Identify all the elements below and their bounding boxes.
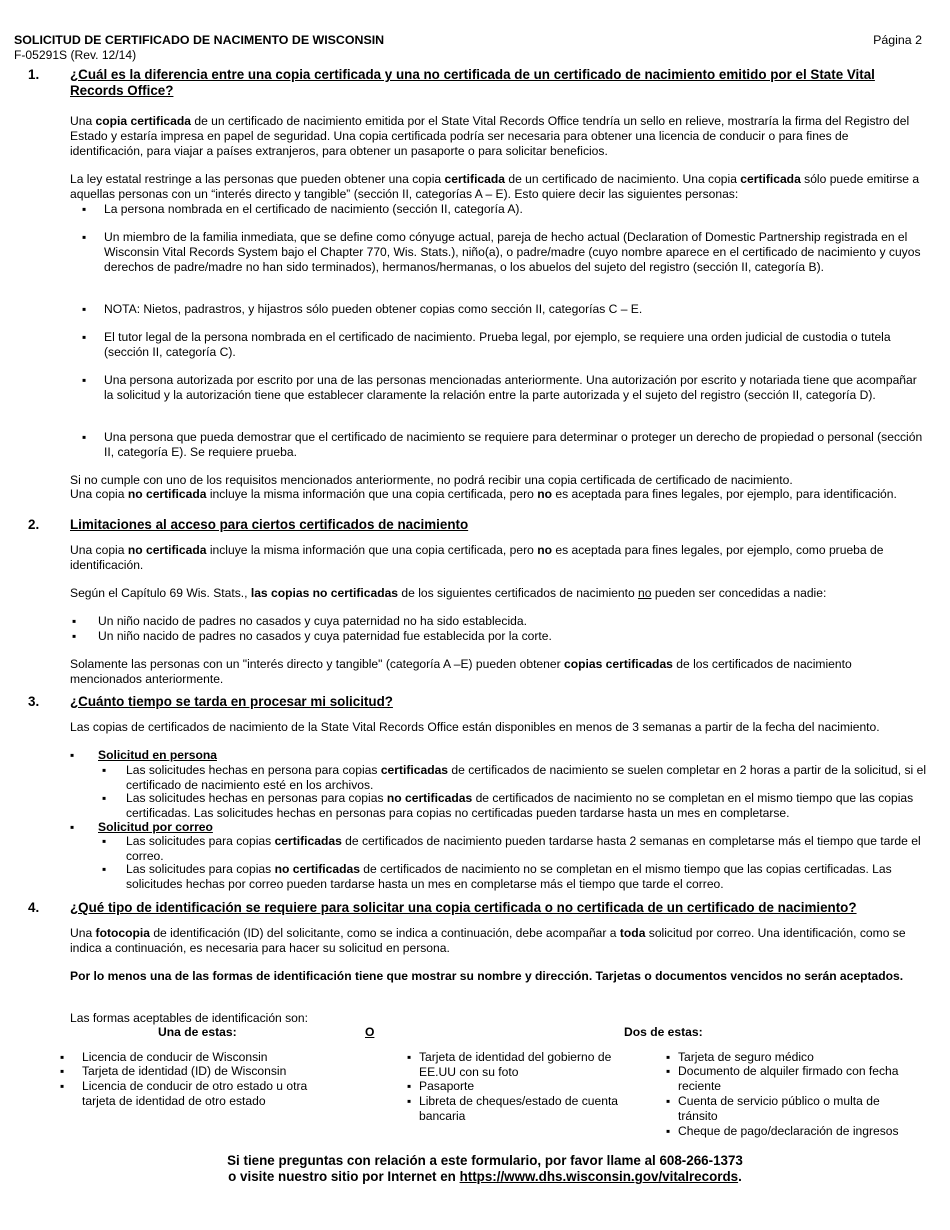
section-2-number: 2. [28,517,40,532]
list-item: ▪ Las solicitudes hechas en personas para copias no certificadas de certificados de nacimiento no se completan en el mismo tiempo que las copias certificadas. Las solicitudes hechas en personas para copias no certificadas pueden tardarse hasta un mes en completarse. [126,791,926,821]
section-1-paragraph-4: Una copia no certificada incluye la misma información que una copia certificada, pero no es aceptada para fines legales, por ejemplo, para identificación. [70,487,897,501]
list-item: ▪ Licencia de conducir de Wisconsin [82,1050,342,1065]
list-item: ▪ Una persona que pueda demostrar que el certificado de nacimiento se requiere para determinar o proteger un derecho de propiedad o personal (sección II, categoría E). Se requiere prueba. [104,430,924,460]
section-1-number: 1. [28,67,40,82]
list-item: ▪ Una persona autorizada por escrito por una de las personas mencionadas anteriormente. Una autorización por escrito y notariada tiene que acompañar la solicitud y la autorización tiene que establecer claramente la relación entre la parte autorizada y el sujeto del registro (sección II, categoría D). [104,373,924,403]
section-1-question: ¿Cuál es la diferencia entre una copia certificada y una no certificada de un certificado de nacimiento emitido por el State Vital Records Office? [70,67,875,99]
section-4-number: 4. [28,900,40,915]
section-3-paragraph-1: Las copias de certificados de nacimiento de la State Vital Records Office están disponibles en menos de 3 semanas a partir de la fecha del nacimiento. [70,720,880,734]
section-4-paragraph-3: Las formas aceptables de identificación son: [70,1011,308,1025]
page-number: Página 2 [873,33,922,47]
list-item: ▪ El tutor legal de la persona nombrada en el certificado de nacimiento. Prueba legal, por ejemplo, se requiere una orden judicial de custodia o tutela (sección II, categoría C). [104,330,924,360]
section-1-paragraph-2: La ley estatal restringe a las personas que pueden obtener una copia certificada de un certificado de nacimiento. Una copia certificada sólo puede emitirse a aquellas personas con un “interés directo y tangible” (sección II, categorías A – E). Esto quiere decir las siguientes personas: [70,172,920,201]
section-2-paragraph-3: Solamente las personas con un "interés directo y tangible" (categoría A –E) pueden obtener copias certificadas de los certificados de nacimiento mencionados anteriormente. [70,657,852,686]
list-item: ▪ Cheque de pago/declaración de ingresos [678,1124,918,1139]
list-item: ▪ NOTA: Nietos, padrastros, y hijastros sólo pueden obtener copias como sección II, categorías C – E. [104,302,924,317]
section-4-question: ¿Qué tipo de identificación se requiere para solicitar una copia certificada o no certificada de un certificado de nacimiento? [70,900,857,915]
list-item: ▪ Libreta de cheques/estado de cuenta bancaria [419,1094,634,1124]
website-link[interactable]: https://www.dhs.wisconsin.gov/vitalrecords [459,1169,739,1185]
form-id: F-05291S (Rev. 12/14) [14,48,137,62]
list-item: ▪ La persona nombrada en el certificado de nacimiento (sección II, categoría A). [104,202,924,217]
list-item: ▪ Tarjeta de identidad (ID) de Wisconsin [82,1064,342,1079]
section-3-number: 3. [28,694,40,709]
list-item: ▪ Documento de alquiler firmado con fecha reciente [678,1064,918,1094]
list-item: ▪ Las solicitudes para copias certificadas de certificados de nacimiento pueden tardarse hasta 2 semanas en completarse más el tiempo que tarde el correo. [126,834,926,864]
footer-phone-line: Si tiene preguntas con relación a este formulario, por favor llame al 608-266-1373 [227,1153,743,1168]
list-item: ▪ Licencia de conducir de otro estado u otra tarjeta de identidad de otro estado [82,1079,327,1109]
list-item: ▪ Un miembro de la familia inmediata, que se define como cónyuge actual, pareja de hecho actual (Declaration of Domestic Partnership registrada en el Wisconsin Vital Records System bajo el Chapter 770, Wis. Stats.), niño(a), o padre/madre (cuyo nombre aparece en el certificado de nacimiento y cuyos derechos de padre/madre no han sido terminados), hermanos/hermanas, o los abuelos del sujeto del registro (sección II, categoría B). [104,230,924,274]
form-title: SOLICITUD DE CERTIFICADO DE NACIMENTO DE WISCONSIN [14,33,385,47]
section-4-paragraph-2: Por lo menos una de las formas de identificación tiene que mostrar su nombre y dirección. Tarjetas o documentos vencidos no serán aceptados. [70,969,904,983]
section-1-paragraph-1: Una copia certificada de un certificado de nacimiento emitida por el State Vital Records Office tendría un sello en relieve, mostraría la firma del Registro del Estado y estaría impresa en papel de seguridad. Una copia certificada podría ser necesaria para obtener una licencia de conducir o para fines de identificación, para viajar a países extranjeros, para obtener un pasaporte o para solicitar beneficios. [70,114,910,158]
list-item: ▪ Tarjeta de identidad del gobierno de EE.UU con su foto [419,1050,634,1080]
section-4-paragraph-1: Una fotocopia de identificación (ID) del solicitante, como se indica a continuación, debe acompañar a toda solicitud por correo. Una identificación, como se indica a continuación, es necesaria para hacer su solicitud en persona. [70,926,906,955]
section-2-question: Limitaciones al acceso para ciertos certificados de nacimiento [70,517,469,532]
list-item: ▪ Cuenta de servicio público o multa de tránsito [678,1094,918,1124]
mail-heading: ▪ Solicitud por correo [98,820,213,835]
list-item: ▪ Tarjeta de seguro médico [678,1050,918,1065]
section-1-paragraph-3: Si no cumple con uno de los requisitos mencionados anteriormente, no podrá recibir una copia certificada de certificado de nacimiento. [70,473,793,487]
footer-contact [0,1153,950,1186]
column-heading-two: Dos de estas: [624,1025,703,1039]
list-item: ▪ Las solicitudes hechas en persona para copias certificadas de certificados de nacimiento se suelen completar en 2 horas a partir de la solicitud, si el certificado de nacimiento esté en los archivos. [126,763,926,793]
section-2-paragraph-2: Según el Capítulo 69 Wis. Stats., las copias no certificadas de los siguientes certificados de nacimiento no pueden ser concedidas a nadie: [70,586,827,600]
list-item: ▪ Las solicitudes para copias no certificadas de certificados de nacimiento no se completan en el mismo tiempo que las copias certificadas. Las solicitudes hechas por correo pueden tardarse hasta un mes en completarse más el tiempo que tarde el correo. [126,862,926,892]
footer-web-line: o visite nuestro sitio por Internet en https://www.dhs.wisconsin.gov/vitalrecords. [228,1169,742,1185]
in-person-heading: ▪ Solicitud en persona [98,748,217,763]
section-2-paragraph-1: Una copia no certificada incluye la misma información que una copia certificada, pero no es aceptada para fines legales, por ejemplo, como prueba de identificación. [70,543,884,572]
column-heading-one: Una de estas: [158,1025,237,1039]
list-item: ▪ Pasaporte [419,1079,634,1094]
list-item: ▪ Un niño nacido de padres no casados y cuya paternidad fue establecida por la corte. [98,629,552,644]
column-heading-or: O [365,1025,375,1039]
list-item: ▪ Un niño nacido de padres no casados y cuya paternidad no ha sido establecida. [98,614,527,629]
section-3-question: ¿Cuánto tiempo se tarda en procesar mi solicitud? [70,694,393,709]
